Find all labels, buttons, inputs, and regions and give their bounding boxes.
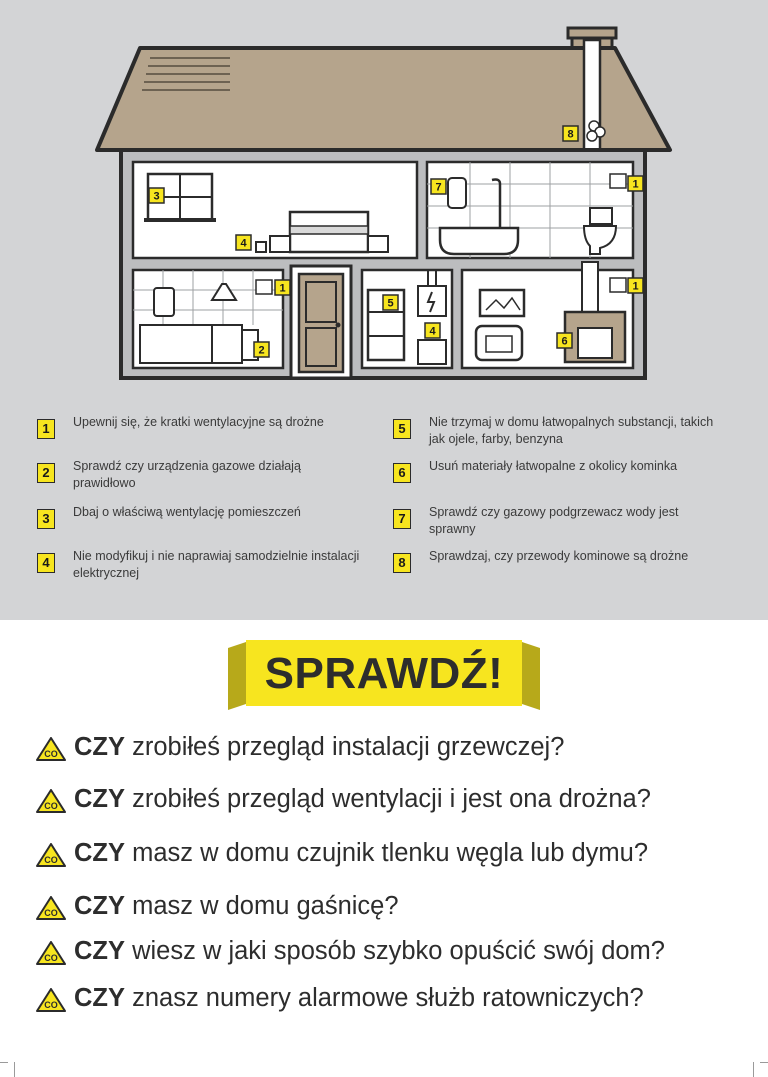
svg-text:CO: CO xyxy=(44,953,58,963)
banner-title: SPRAWDŹ! xyxy=(264,649,504,698)
svg-text:CO: CO xyxy=(44,1000,58,1010)
question-text: CZY znasz numery alarmowe służb ratowniczych? xyxy=(74,984,644,1012)
vent-grille xyxy=(610,174,626,188)
svg-text:1: 1 xyxy=(632,280,639,293)
legend-number: 6 xyxy=(393,463,411,483)
legend-text: Sprawdzaj, czy przewody kominowe są drożne xyxy=(429,549,689,563)
svg-text:5: 5 xyxy=(387,297,394,310)
co-warning-icon xyxy=(36,843,66,867)
boiler xyxy=(154,288,174,316)
co-warning-icon xyxy=(36,896,66,920)
svg-text:CO: CO xyxy=(44,855,58,865)
svg-text:1: 1 xyxy=(279,282,286,295)
co-warning-icon xyxy=(36,988,66,1012)
legend-text: Nie trzymaj w domu łatwopalnych substancji, takich jak ojele, farby, benzyna xyxy=(429,415,714,446)
crop-mark xyxy=(14,1062,15,1077)
legend-number: 3 xyxy=(37,509,55,529)
question-text: CZY masz w domu czujnik tlenku węgla lub dymu? xyxy=(74,839,648,867)
marker-6 xyxy=(557,333,572,348)
marker-7 xyxy=(431,179,446,194)
crop-mark xyxy=(760,1062,768,1063)
svg-text:3: 3 xyxy=(153,190,160,203)
co-warning-icon xyxy=(36,737,66,761)
marker-2 xyxy=(254,342,269,357)
legend-number: 7 xyxy=(393,509,411,529)
marker-1-living xyxy=(628,278,643,293)
legend-number: 8 xyxy=(393,553,411,573)
legend-text: Upewnij się, że kratki wentylacyjne są drożne xyxy=(73,415,324,429)
co-warning-icon xyxy=(36,789,66,813)
marker-4-utility xyxy=(425,323,440,338)
painting xyxy=(480,290,524,316)
svg-text:2: 2 xyxy=(258,344,265,357)
svg-text:6: 6 xyxy=(561,335,568,348)
question-text: CZY masz w domu gaśnicę? xyxy=(74,892,399,920)
marker-4-bedroom xyxy=(236,235,251,250)
marker-3 xyxy=(149,188,164,203)
co-warning-icon xyxy=(36,941,66,965)
question-text: CZY zrobiłeś przegląd wentylacji i jest ona drożna? xyxy=(74,785,651,813)
marker-1-bathroom xyxy=(628,176,643,191)
legend-text: Sprawdź czy gazowy podgrzewacz wody jest sprawny xyxy=(429,505,679,536)
svg-text:1: 1 xyxy=(632,178,639,191)
marker-1-kitchen xyxy=(275,280,290,295)
question-text: CZY wiesz w jaki sposób szybko opuścić swój dom? xyxy=(74,937,665,965)
toilet xyxy=(590,208,612,224)
crop-mark xyxy=(753,1062,754,1077)
svg-text:CO: CO xyxy=(44,801,58,811)
svg-text:CO: CO xyxy=(44,908,58,918)
water-heater xyxy=(448,178,466,208)
house-illustration xyxy=(0,0,768,400)
svg-text:CO: CO xyxy=(44,749,58,759)
marker-8 xyxy=(563,126,578,141)
crop-mark xyxy=(0,1062,8,1063)
svg-text:8: 8 xyxy=(567,128,574,141)
svg-text:7: 7 xyxy=(435,181,442,194)
legend-number: 4 xyxy=(37,553,55,573)
legend-number: 5 xyxy=(393,419,411,439)
svg-text:4: 4 xyxy=(240,237,247,250)
bathtub xyxy=(440,228,518,254)
legend-text: Sprawdź czy urządzenia gazowe działają prawidłowo xyxy=(73,459,301,490)
legend-text: Usuń materiały łatwopalne z okolicy kominka xyxy=(429,459,678,473)
legend-number: 2 xyxy=(37,463,55,483)
legend-text: Nie modyfikuj i nie naprawiaj samodzielnie instalacji elektrycznej xyxy=(73,549,360,580)
legend-text: Dbaj o właściwą wentylację pomieszczeń xyxy=(73,505,301,519)
vent-grille xyxy=(610,278,626,292)
legend-number: 1 xyxy=(37,419,55,439)
svg-text:4: 4 xyxy=(429,325,436,338)
vent-grille xyxy=(256,280,272,294)
marker-5 xyxy=(383,295,398,310)
question-text: CZY zrobiłeś przegląd instalacji grzewczej? xyxy=(74,733,565,761)
